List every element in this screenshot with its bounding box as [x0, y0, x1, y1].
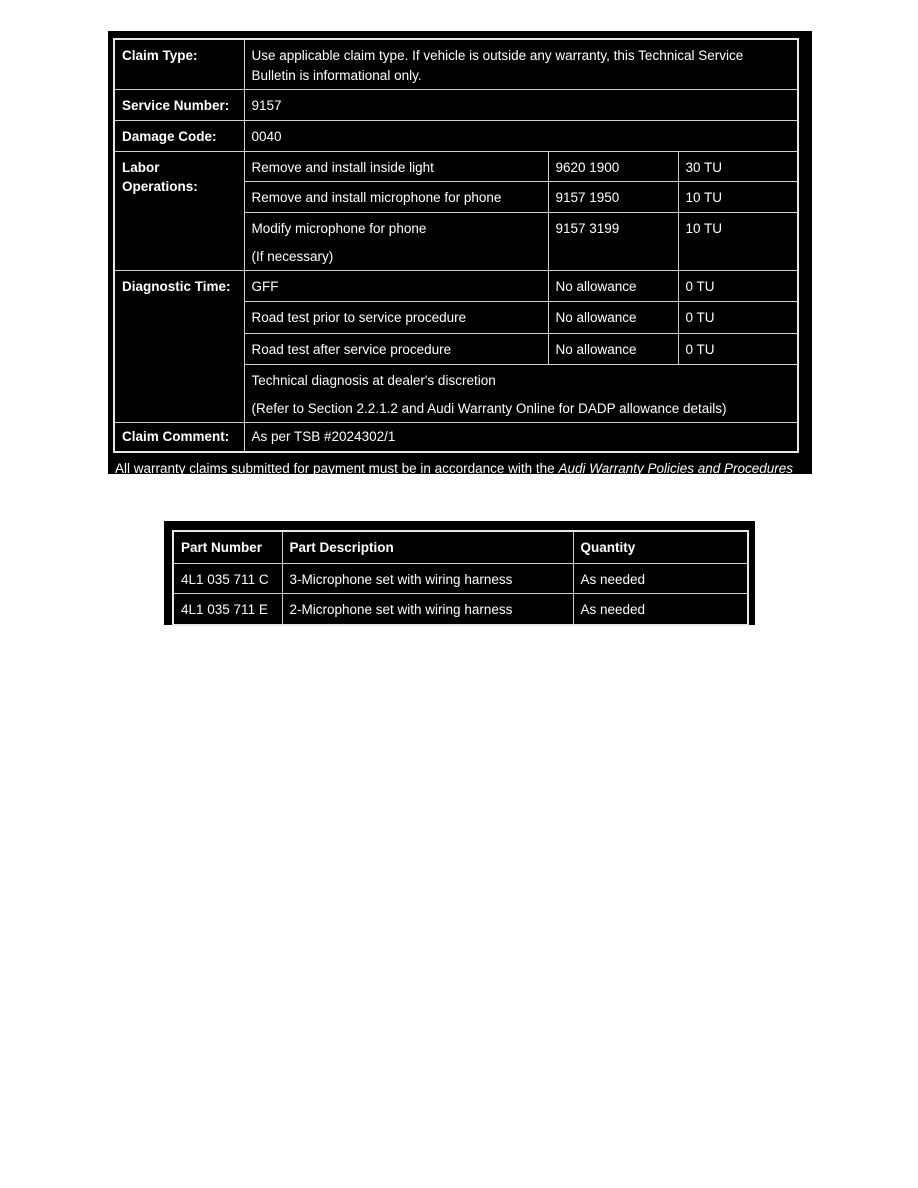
labor-op-3-code: 9157 3199: [548, 213, 678, 271]
service-number-label: Service Number:: [114, 90, 244, 121]
labor-op-1-code: 9620 1900: [548, 151, 678, 182]
damage-code-value: 0040: [244, 120, 798, 151]
labor-operations-label: Labor Operations:: [114, 151, 244, 271]
parts-row-2: [173, 594, 748, 625]
claim-comment-value: As per TSB #2024302/1: [244, 423, 798, 452]
diagnostic-2-time: 0 TU: [678, 302, 798, 334]
labor-op-3-time: 10 TU: [678, 213, 798, 271]
warranty-claim-table: [113, 38, 799, 453]
row-damage-code: [114, 120, 798, 151]
labor-op-2-description: Remove and install microphone for phone: [244, 182, 548, 213]
claim-type-value: Use applicable claim type. If vehicle is outside any warranty, this Technical Service Bulletin is informational only.: [244, 39, 798, 90]
service-number-value: 9157: [244, 90, 798, 121]
claim-type-label: Claim Type:: [114, 39, 244, 90]
labor-op-1-description: Remove and install inside light: [244, 151, 548, 182]
parts-row-1-quantity: As needed: [573, 563, 748, 594]
parts-header-quantity: Quantity: [573, 531, 748, 563]
parts-row-2-description: 2-Microphone set with wiring harness: [282, 594, 573, 625]
diagnostic-1-time: 0 TU: [678, 271, 798, 302]
diagnostic-3-time: 0 TU: [678, 334, 798, 365]
diagnostic-note-line1: Technical diagnosis at dealer's discretion: [251, 372, 496, 388]
parts-header-row: [173, 531, 748, 563]
warranty-footnote: [113, 453, 798, 496]
parts-table: [172, 530, 749, 626]
labor-op-2-time: 10 TU: [678, 182, 798, 213]
row-claim-comment: [114, 423, 798, 452]
parts-row-2-quantity: As needed: [573, 594, 748, 625]
footnote-text-before: All warranty claims submitted for payment must be in accordance with the: [115, 460, 559, 476]
labor-op-3-description-note: (If necessary): [251, 248, 334, 264]
diagnostic-3-code: No allowance: [548, 334, 678, 365]
diagnostic-2-code: No allowance: [548, 302, 678, 334]
parts-row-1-description: 3-Microphone set with wiring harness: [282, 563, 573, 594]
labor-op-2-code: 9157 1950: [548, 182, 678, 213]
warranty-claim-panel: [108, 31, 812, 494]
diagnostic-2-description: Road test prior to service procedure: [244, 302, 548, 334]
row-service-number: [114, 90, 798, 121]
parts-header-description: Part Description: [282, 531, 573, 563]
damage-code-label: Damage Code:: [114, 120, 244, 151]
parts-panel: [164, 521, 755, 625]
row-diagnostic-1: [114, 271, 798, 302]
labor-op-3-description: [244, 213, 548, 271]
diagnostic-3-description: Road test after service procedure: [244, 334, 548, 365]
labor-op-3-description-line1: Modify microphone for phone: [251, 221, 427, 237]
footnote-text-italic: Audi Warranty Policies and Procedures Manual: [115, 460, 794, 494]
diagnostic-note-line2: (Refer to Section 2.2.1.2 and Audi Warranty Online for DADP allowance details): [251, 400, 727, 416]
labor-op-1-time: 30 TU: [678, 151, 798, 182]
diagnostic-note-cell: [244, 364, 798, 422]
diagnostic-1-code: No allowance: [548, 271, 678, 302]
row-labor-op-1: [114, 151, 798, 182]
parts-row-1: [173, 563, 748, 594]
parts-header-part-number: Part Number: [173, 531, 282, 563]
parts-row-1-number: 4L1 035 711 C: [173, 563, 282, 594]
diagnostic-1-description: GFF: [244, 271, 548, 302]
parts-row-2-number: 4L1 035 711 E: [173, 594, 282, 625]
claim-comment-label: Claim Comment:: [114, 423, 244, 452]
row-claim-type: [114, 39, 798, 90]
footnote-text-after: . Claims are subject to review or audit by Audi Warranty.: [159, 478, 494, 494]
diagnostic-time-label: Diagnostic Time:: [114, 271, 244, 423]
